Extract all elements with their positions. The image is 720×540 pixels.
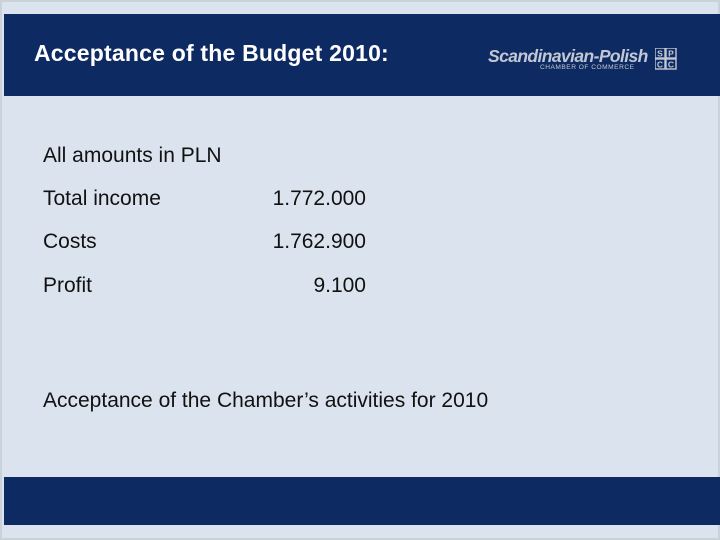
row-label-total-income: Total income bbox=[43, 187, 161, 210]
mark-letter: P bbox=[668, 48, 674, 59]
logo-subtitle: CHAMBER OF COMMERCE bbox=[540, 64, 635, 71]
mark-letter: S bbox=[657, 48, 663, 59]
chamber-logo bbox=[488, 46, 684, 76]
mark-letter: C bbox=[656, 59, 664, 70]
logo-name: Scandinavian-Polish bbox=[488, 46, 648, 66]
mark-letter: C bbox=[667, 59, 675, 70]
closing-statement: Acceptance of the Chamber’s activities for 2010 bbox=[43, 389, 489, 412]
row-label-profit: Profit bbox=[43, 274, 93, 297]
row-amount-total-income: 1.772.000 bbox=[272, 187, 366, 210]
currency-note: All amounts in PLN bbox=[43, 144, 222, 167]
row-label-costs: Costs bbox=[43, 230, 97, 253]
row-amount-costs: 1.762.900 bbox=[272, 230, 366, 253]
row-amount-profit: 9.100 bbox=[313, 274, 366, 297]
footer-bar bbox=[4, 477, 720, 525]
slide-title: Acceptance of the Budget 2010: bbox=[34, 40, 389, 66]
spcc-mark-icon bbox=[655, 48, 677, 70]
